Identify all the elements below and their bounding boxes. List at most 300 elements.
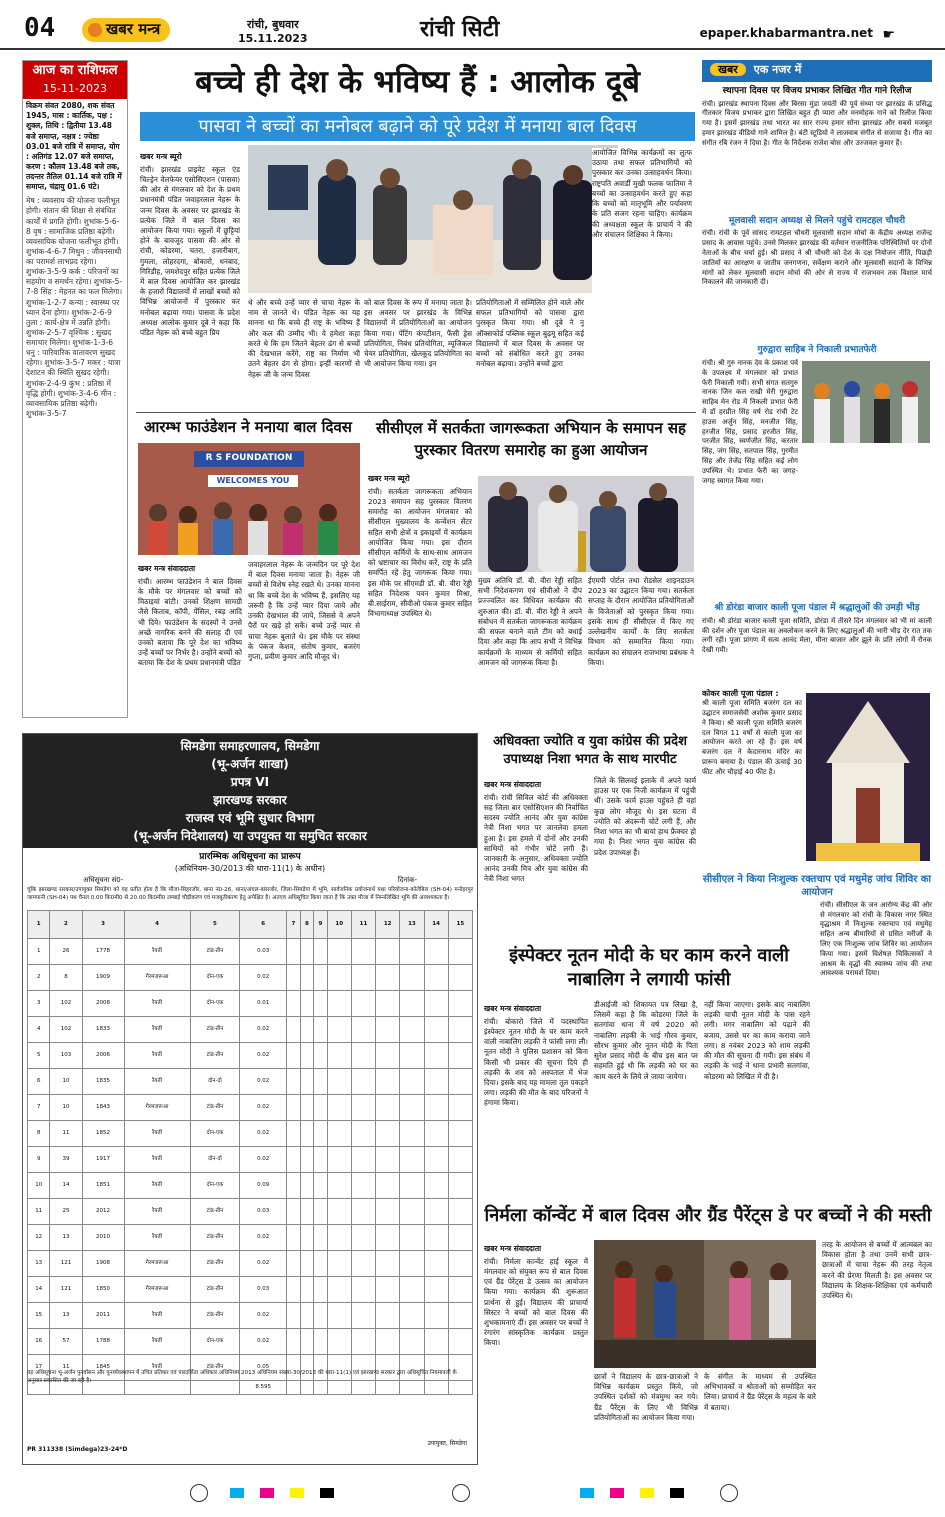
table-cell: दोन-एक	[190, 991, 240, 1017]
magenta-swatch	[260, 1488, 274, 1498]
nirmala-col-4: तरह के आयोजन से बच्चों में आत्मबल का विकास होता है तथा उनमें सभी छात्र-छात्राओं में चाचा नेहरू की तरह नेतृत्व करने की प्रेरणा मिलती है। इस अवसर पर विद्यालय के शिक्षक-शिक्षिका एवं कर्मचारी उपस्थित थे।	[822, 1240, 932, 1301]
table-cell	[400, 1069, 424, 1095]
cyan-swatch	[230, 1488, 244, 1498]
table-cell: 25	[50, 1199, 82, 1225]
notice-line-2: (भू-अर्जन शाखा)	[211, 757, 289, 771]
table-cell	[300, 1147, 314, 1173]
lead-byline: खबर मन्त्र ब्यूरो	[140, 152, 182, 161]
table-cell	[448, 1277, 472, 1303]
table-cell: रैयती	[124, 1355, 190, 1381]
table-cell	[287, 939, 301, 965]
table-cell	[424, 1121, 448, 1147]
table-cell: दोन-एक	[190, 1329, 240, 1355]
table-cell	[300, 1199, 314, 1225]
table-cell: 1852	[82, 1121, 124, 1147]
table-cell: रैयती	[124, 1225, 190, 1251]
table-cell	[351, 939, 375, 965]
brand-logo	[82, 18, 170, 42]
table-cell	[351, 1277, 375, 1303]
youth-col-2: जिले के सिलवई इलाके में अपने फार्म हाउस पर एक निजी कार्यक्रम में पहुंची थीं। उसके फार्म हाउस पहुंचते ही वहां कुछ लोग मौजूद थे। इस घटना में ज्योति को अंदरूनी चोटें लगी हैं, और निशा भगत का भी बायां हाथ फ्रैक्चर हो गया है। निशा भगत युवा कांग्रेस की प्रदेश उपाध्यक्ष हैं।	[594, 776, 696, 857]
notice-line-3: प्रपत्र VI	[230, 775, 270, 789]
table-cell: 2011	[82, 1303, 124, 1329]
table-cell	[287, 1329, 301, 1355]
table-cell: 1917	[82, 1147, 124, 1173]
table-cell	[351, 1017, 375, 1043]
lead-col-5: आयोजित विभिन्न कार्यक्रमों का लुत्फ उठाया तथा सफल प्रतिभागियों को पुरस्कार कर उनका उत्साहवर्धन किया। राष्ट्रपति अवार्डी मुखी फलक फातिमा ने बच्चों का उत्साहवर्धन करते हुए कहा कि बच्चों को मातृभूमि और पर्यावरण के प्रति सजग रहना चाहिए। कार्यक्रम की अध्यक्षता स्कूल के प्राचार्य ने की और संचालन शिक्षिका ने किया।	[592, 148, 692, 406]
table-cell: 13	[50, 1225, 82, 1251]
table-cell: गैरमजरूआ	[124, 1251, 190, 1277]
rashifal-text: मेष : व्यवसाय की योजना फलीभूत होगी। संतान की शिक्षा से संबंधित कार्यों में प्रगति होगी। शुभांक-5-6-8 वृष : सामाजिक प्रतिष्ठा बढ़ेगी। व्यवसायिक योजना फलीभूत होगी। शुभांक-4-6-7 मिथुन : जीवनसाथी का परामर्श लाभप्रद रहेगा। शुभांक-3-5-9 कर्क : परिजनों का सहयोग व समर्थन रहेगा। शुभांक-5-7-8 सिंह : मेहनत का फल मिलेगा। शुभांक-1-2-7 कन्या : स्वास्थ्य पर ध्यान देना होगा। शुभांक-2-6-9 तुला : कार्य-क्षेत्र में उन्नति होगी। शुभांक-2-5-7 वृश्चिक : सुखद समाचार मिलेगा। शुभांक-1-3-6 धनु : पारिवारिक वातावरण सुखद रहेगा। शुभांक-3-5-7 मकर : यात्रा देशाटन की स्थिति सुखद रहेगी। शुभांक-2-4-9 कुंभ : प्रतिष्ठा में वृद्धि होगी। शुभांक-3-4-6 मीन : व्यावसायिक प्रतिष्ठा बढ़ेगी। शुभांक-3-5-7	[26, 196, 123, 418]
table-cell	[300, 1043, 314, 1069]
table-cell	[448, 1121, 472, 1147]
table-cell: 8.595	[240, 1381, 287, 1395]
table-cell: 57	[50, 1329, 82, 1355]
table-cell: रैयती	[124, 1147, 190, 1173]
table-cell	[448, 1199, 472, 1225]
table-cell	[314, 1329, 328, 1355]
table-cell: 0.02	[240, 1043, 287, 1069]
table-cell	[287, 1225, 301, 1251]
table-cell	[327, 1303, 351, 1329]
gurudwara-block	[702, 359, 932, 599]
table-cell: 17	[28, 1355, 50, 1381]
nazar-text-5: श्री काली पूजा समिति बजरंग दल का उद्घाटन समाजसेवी अशोक कुमार प्रसाद ने किया। श्री काली पूजा समिति बजरंग दल विगत 11 वर्षों से काली पूजा का आयोजन करते आ रहे हैं। इस वर्ष बजरंग दल ने केदारनाथ मंदिर का प्रारूप बनाया है। पंडाल की ऊंचाई 30 फीट और चौड़ाई 40 फीट है।	[702, 699, 802, 776]
table-cell: 1778	[82, 939, 124, 965]
nirmala-photo-art	[594, 1240, 816, 1368]
table-cell: 8	[50, 965, 82, 991]
table-cell: टांड-तीन	[190, 1251, 240, 1277]
table-cell: 0.02	[240, 1329, 287, 1355]
table-cell	[400, 991, 424, 1017]
table-cell	[400, 1147, 424, 1173]
table-cell: रैयती	[124, 1199, 190, 1225]
notice-line-6: (भू-अर्जन निदेशालय) या उपयुक्त या समुचित सरकार	[133, 829, 367, 843]
table-cell	[300, 1277, 314, 1303]
table-cell	[448, 965, 472, 991]
government-notice	[22, 733, 478, 1465]
table-cell	[376, 1303, 400, 1329]
table-cell: 2	[28, 965, 50, 991]
table-cell	[300, 1225, 314, 1251]
notice-footer: यह अधिसूचना भू-अर्जन पुनर्वासन और पुनर्व्यवस्थापन में उचित प्रतिकर एवं पारदर्शिता अधिकार अधिनियम 2013 अधिनियम संख्या-30/2013 की धारा-11(1) एवं झारखण्ड सरकार द्वारा अधिसूचित नियमावली के अनुसार प्रकाशित की जा रही है।	[27, 1370, 457, 1384]
table-cell	[351, 1069, 375, 1095]
table-cell	[327, 1173, 351, 1199]
table-cell: टांड-तीन	[190, 1043, 240, 1069]
table-cell	[327, 1095, 351, 1121]
maid-col-2: डीआईजी को शिकायत पत्र लिखा है, जिसमें कहा है कि कोडरमा जिले के सतगांवा थाना में वर्ष 2020 को नाबालिग लड़की के भाई गौरव कुमार, सौरभ कुमार और नूतन मोदी के पिता सुरेश प्रसाद मोदी के बीच इस बात पर सहमति हुई थी कि लड़की को घर का काम करने के लिये ले जाया जायेगा।	[594, 1000, 698, 1081]
table-cell	[314, 1277, 328, 1303]
table-cell	[448, 1069, 472, 1095]
table-cell	[400, 1173, 424, 1199]
table-cell	[327, 1069, 351, 1095]
notice-line-5: राजस्व एवं भूमि सुधार विभाग	[185, 811, 315, 825]
table-cell: 1909	[82, 965, 124, 991]
table-cell: 10	[50, 1095, 82, 1121]
notice-line-1: सिमडेगा समाहरणालय, सिमडेगा	[180, 739, 320, 753]
notice-no-row	[23, 874, 477, 887]
table-cell: 0.02	[240, 1121, 287, 1147]
ccl-col-3: ईएमपी पोर्टल तथा रोडसेल शाइनडाउन 2023 का उद्घाटन किया गया। सतर्कता सप्ताह के दौरान आयोजित प्रतियोगिताओं के विजेताओं को पुरस्कृत किया गया। इसके साथ ही सीसीएल में किए गए उल्लेखनीय कार्यों के लिए सतर्कता विभाग को सम्मानित किया गया। कार्यक्रम का संचालन राजभाषा प्रबंधक ने किया।	[588, 576, 694, 667]
table-cell	[287, 1251, 301, 1277]
notice-date-label: दिनांक-	[397, 876, 417, 885]
table-row	[28, 1225, 473, 1251]
table-cell	[300, 965, 314, 991]
table-cell	[314, 1251, 328, 1277]
table-cell	[351, 1329, 375, 1355]
notice-line-4: झारखण्ड सरकार	[213, 793, 287, 807]
table-cell: 6	[28, 1069, 50, 1095]
table-cell: 1	[28, 939, 50, 965]
table-cell	[400, 1095, 424, 1121]
table-cell	[314, 991, 328, 1017]
nirmala-photo	[594, 1240, 816, 1368]
table-cell: 121	[50, 1251, 82, 1277]
table-cell	[300, 1121, 314, 1147]
table-cell	[424, 1017, 448, 1043]
nazar-text-4: रांची। श्री डोरंडा बाजार काली पूजा समिति, डोरंडा में तीसरे दिन मंगलवार को भी मां काली की दर्शन और पूजा पंडाल का अवलोकन करने के लिए श्रद्धालुओं की भारी भीड़ देर रात तक लगी रही। पूजा प्रांगण में सत्य आनंद मेला, मीना बाजार और झूले के प्रति लोगों में रौनक देखी गयी।	[702, 616, 932, 655]
table-cell: 3	[28, 991, 50, 1017]
table-cell	[376, 1095, 400, 1121]
table-cell	[327, 991, 351, 1017]
table-cell	[300, 1329, 314, 1355]
epaper-url[interactable]: epaper.khabarmantra.net	[699, 26, 873, 40]
notice-sign: उपायुक्त, सिमडेगा	[427, 1440, 467, 1447]
notice-header	[23, 734, 477, 848]
table-cell: 10	[50, 1069, 82, 1095]
table-cell: 0.01	[240, 991, 287, 1017]
notice-form-title: प्रारम्भिक अधिसूचना का प्रारूप	[199, 852, 301, 862]
table-cell	[400, 1017, 424, 1043]
welcome-text: WELCOMES YOU	[208, 475, 298, 487]
table-cell	[314, 1147, 328, 1173]
table-cell	[327, 1199, 351, 1225]
notice-no-label: अधिसूचना सं0-	[83, 876, 124, 885]
table-cell: 12	[28, 1225, 50, 1251]
lead-subhead: पासवा ने बच्चों का मनोबल बढ़ाने को पूरे प्रदेश में मनाया बाल दिवस	[140, 112, 695, 141]
arambh-col-1	[138, 560, 242, 718]
table-cell: दोन-दो	[190, 1147, 240, 1173]
maid-byline: खबर मन्त्र संवाददाता	[484, 1004, 542, 1013]
table-cell	[376, 1121, 400, 1147]
ccl-headline: सीसीएल में सतर्कता जागरूकता अभियान के समापन सह पुरस्कार वितरण समारोह का हुआ आयोजन	[375, 419, 687, 459]
rashifal-title: आज का राशिफल	[23, 61, 127, 82]
table-cell	[424, 1225, 448, 1251]
table-cell	[424, 1147, 448, 1173]
table-cell: 11	[50, 1121, 82, 1147]
table-cell: 121	[50, 1277, 82, 1303]
table-row	[28, 1121, 473, 1147]
table-cell	[300, 991, 314, 1017]
table-cell	[424, 1329, 448, 1355]
table-cell: दोन-एक	[190, 1121, 240, 1147]
table-cell: 16	[28, 1329, 50, 1355]
lead-col-3: को बाल दिवस के रूप में मनाया जाता है। इस अवसर पर झारखंड के विभिन्न विद्यालयों में प्रतियोगिताओं का आयोजन किया गया। पेंटिंग कंपटीशन, फैंसी ड्रेस प्रतियोगिता, निबंध प्रतियोगिता, म्यूजिकल चेयर प्रतियोगिता, खेलकूद प्रतियोगिता का भी आयोजन किया गया। इन	[364, 298, 472, 369]
table-cell: 0.02	[240, 1251, 287, 1277]
table-cell: रैयती	[124, 1173, 190, 1199]
table-cell	[400, 1277, 424, 1303]
arambh-headline: आरम्भ फाउंडेशन ने मनाया बाल दिवस	[144, 418, 352, 436]
issue-date: 15.11.2023	[238, 32, 308, 46]
pointer-hand-icon: ☛	[882, 27, 895, 43]
divider	[136, 412, 696, 413]
lead-col-1	[140, 148, 240, 406]
table-cell	[327, 1225, 351, 1251]
table-row	[28, 939, 473, 965]
khabar-pill: खबर	[710, 63, 746, 76]
rashifal-box	[22, 60, 128, 718]
table-row	[28, 1043, 473, 1069]
nazar-headline-2: मूलवासी सदान अध्यक्ष से मिलने पहुंचे रामटहल चौधरी	[728, 215, 906, 226]
table-cell	[314, 1121, 328, 1147]
table-cell	[448, 1043, 472, 1069]
table-cell	[400, 1199, 424, 1225]
table-cell: 2012	[82, 1199, 124, 1225]
lead-photo-art	[248, 145, 618, 293]
table-cell: 2010	[82, 1225, 124, 1251]
cyan-swatch-2	[580, 1488, 594, 1498]
maid-headline: इंस्पेक्टर नूतन मोदी के घर काम करने वाली नाबालिग ने लगायी फांसी	[509, 945, 789, 991]
table-cell: टांड-तीन	[190, 1017, 240, 1043]
table-cell	[314, 1199, 328, 1225]
table-cell: गैरमजरूआ	[124, 1095, 190, 1121]
table-cell	[376, 1251, 400, 1277]
table-cell	[351, 1225, 375, 1251]
table-cell	[327, 939, 351, 965]
table-cell: टांड-तीन	[190, 1095, 240, 1121]
pandal-art	[806, 693, 930, 861]
table-cell	[327, 1017, 351, 1043]
nirmala-col-1	[484, 1240, 588, 1462]
black-swatch	[320, 1488, 334, 1498]
table-cell	[314, 939, 328, 965]
table-cell	[376, 1043, 400, 1069]
lead-photo	[248, 145, 618, 293]
lead-text-1: रांची। झारखंड प्राइवेट स्कूल एंड चिल्ड्रेन वेलफेयर एसोसिएशन (पासवा) की ओर से मंगलवार को देश के प्रथम प्रधानमंत्री पंडित जवाहरलाल नेहरू के जन्म दिवस के अवसर पर झारखंड के प्रत्येक जिले में बाल दिवस का आयोजन किया गया। स्कूलों में छुट्टियां होने के बावजूद पासवा की ओर से रांची, कोडरमा, चतरा, हजारीबाग, गुमला, लोहरदगा, बोकारो, धनबाद, गिरिडीह, जमशेदपुर सहित प्रत्येक जिले में बाल दिवस आयोजित कर झारखंड के हजारों विद्यालयों में लाखों बच्चों को विभिन्न आयोजनों में पुरस्कार कर मनोबल बढ़ाया गया। पासवा के प्रदेश अध्यक्ष आलोक कुमार दूबे ने कहा कि पंडित नेहरू को बच्चे बहुत प्रिय	[140, 164, 240, 338]
table-cell: 0.09	[240, 1173, 287, 1199]
table-cell	[376, 1173, 400, 1199]
table-cell	[287, 1199, 301, 1225]
table-row	[28, 1303, 473, 1329]
table-cell	[351, 965, 375, 991]
table-cell: 11	[50, 1355, 82, 1381]
table-cell	[424, 1303, 448, 1329]
table-cell	[314, 965, 328, 991]
table-cell	[400, 1225, 424, 1251]
table-cell	[351, 1121, 375, 1147]
table-row	[28, 1095, 473, 1121]
nazar-text-3: रांची। श्री गुरु नानक देव के प्रकाश पर्व के उपलक्ष्य में मंगलवार को प्रभात फेरी निकाली गयी। सभी संगत सतगुरु नानक जिन कल राखी मेरी गुरुद्वारा साहिब मेन रोड में निकली प्रभात फेरी में डॉ हरप्रीत सिंह वर्ष रोड रांची टेट हाउस अर्जुन सिंह, मनजीत सिंह, हरजीत सिंह, प्रसाद हरजीत सिंह, परजीत सिंह, स्वर्णजीत सिंह, करतार सिंह, जंग सिंह, सतपाल सिंह, गुरमीत सिंह और तेजेंद्र सिंह सहित कई लोग उपस्थित थे। प्रभात फेरी का जगह-जगह स्वागत किया गया।	[702, 359, 798, 485]
table-cell: 1851	[82, 1173, 124, 1199]
center-registration-icon	[452, 1484, 470, 1502]
registration-mark-icon	[190, 1484, 208, 1502]
table-cell: 0.03	[240, 1199, 287, 1225]
table-cell	[424, 991, 448, 1017]
table-row	[28, 1199, 473, 1225]
table-cell: टांड-तीन	[190, 1303, 240, 1329]
table-cell	[400, 1043, 424, 1069]
table-cell	[424, 1069, 448, 1095]
table-cell	[376, 1199, 400, 1225]
table-cell	[351, 1251, 375, 1277]
table-cell: 1788	[82, 1329, 124, 1355]
black-swatch-2	[670, 1488, 684, 1498]
table-cell: रैयती	[124, 1121, 190, 1147]
table-row	[28, 991, 473, 1017]
table-cell: 0.05	[240, 1355, 287, 1381]
table-row	[28, 1277, 473, 1303]
table-cell: 1845	[82, 1355, 124, 1381]
table-cell: 5	[28, 1043, 50, 1069]
youth-col-1	[484, 776, 588, 930]
table-cell: रैयती	[124, 1069, 190, 1095]
table-cell	[300, 939, 314, 965]
table-cell: 11	[28, 1199, 50, 1225]
table-cell	[376, 1069, 400, 1095]
table-cell: 0.02	[240, 1303, 287, 1329]
table-cell	[424, 965, 448, 991]
table-cell	[327, 1147, 351, 1173]
table-cell	[287, 1069, 301, 1095]
table-cell	[448, 1147, 472, 1173]
table-cell: 1833	[82, 1017, 124, 1043]
table-cell	[287, 1017, 301, 1043]
table-cell: 14	[28, 1277, 50, 1303]
arambh-text-1: रांची। आरम्भ फाउंडेशन ने बाल दिवस के मौके पर मंगलवार को बच्चों को मिठाइयां बांटी। उनको शिक्षण सामग्री जैसे किताब, कॉपी, पेंसिल, रबड़ आदि भी दिये। फाउंडेशन के सदस्यों ने उनसे अच्छे नागरिक बनने की सलाह दी एवं उनको बताया कि पूरे देश का भविष्य उन्हें बच्चों पर निर्भर है। उन्होंने बच्चों को बताया कि देश के प्रथम प्रधानमंत्री पंडित	[138, 576, 242, 668]
table-cell: दोन-दो	[190, 1069, 240, 1095]
table-cell	[300, 1303, 314, 1329]
table-cell: 102	[50, 1017, 82, 1043]
table-cell	[351, 1303, 375, 1329]
nazar-headline-5: कोकर काली पूजा पंडाल :	[702, 688, 779, 698]
table-cell: 0.02	[240, 965, 287, 991]
table-cell	[314, 1069, 328, 1095]
table-cell	[424, 1251, 448, 1277]
table-cell: 4	[28, 1017, 50, 1043]
youth-text-1: रांची। रांची सिविल कोर्ट की अधिवक्ता सह जिला बार एसोसिएशन की निर्वाचित सदस्य ज्योति आनंद और युवा कांग्रेस नेत्री निशा भगत पर जानलेवा हमला हुआ है। इस हमले में दोनों और उनकी साथियों को गंभीर चोटें लगी हैं। जानकारी के अनुसार, अधिवक्ता ज्योति आनंद उनकी मित्र और युवा कांग्रेस की नेत्री निशा भगत	[484, 792, 588, 884]
rashifal-date: 15-11-2023	[23, 82, 127, 99]
table-cell	[448, 1251, 472, 1277]
table-cell	[351, 1173, 375, 1199]
maid-col-3: नहीं किया जाएगा। इसके बाद नाबालिग लड़की चाची नूतन मोदी के पास रहने लगी। मगर नाबालिग को पढ़ाने की बजाय, उससे घर का काम कराया जाने लगा। 8 नवंबर 2023 को शाम लड़की की मौत की सूचना दी गयी। इस संबंध में लड़की के भाई ने थाना प्रभारी सतगांवा, कोडरमा को लिखित में दी है।	[704, 1000, 810, 1081]
table-cell: 2008	[82, 991, 124, 1017]
table-row	[28, 1069, 473, 1095]
table-cell: टांड-तीन	[190, 1225, 240, 1251]
table-cell	[300, 1251, 314, 1277]
lead-col-4: प्रतियोगिताओं में सम्मिलित होने वाले और सफल प्रतिभागियों को पासवा द्वारा पुरस्कृत किया गया। श्री दूबे ने नू ऑक्सफोर्ड पब्लिक स्कूल बुढ़मू सहित कई विद्यालयों में बाल दिवस के अवसर पर बच्चों को संबोधित करते हुए उनका मनोबल बढ़ाया। उन्होंने बच्चों द्वारा	[476, 298, 584, 369]
table-cell: रैयती	[124, 1329, 190, 1355]
table-cell: टांड-तीन	[190, 1199, 240, 1225]
table-cell: 13	[28, 1251, 50, 1277]
kokar-text	[702, 689, 802, 869]
nazar-text-1: रांची। झारखंड स्थापना दिवस और बिरसा मुंडा जयंती की पूर्व संध्या पर झारखंड के प्रसिद्ध गीतकार विजय प्रभाकर द्वारा लिखित बहुत ही प्यारा और मनमोहक गाने को रिलीज किया गया है। इसमें झारखंड तथा भारत का सार राज्य हमार सोना झारखंड और सबसे मजबूत हमार झारखंड वीडियो गाने शामिल है। बंटी स्टूडियो ने लाजवाब संगीत से सजाया है। गीत का संगीत रबि रंजन ने दिया है। गीत के निर्देशक राजेश बोस और उज्जवल कुमार हैं।	[702, 99, 932, 147]
table-cell	[351, 1095, 375, 1121]
table-cell	[448, 991, 472, 1017]
table-cell	[287, 1095, 301, 1121]
registration-mark-icon-2	[720, 1484, 738, 1502]
table-cell	[424, 1277, 448, 1303]
table-cell	[400, 1251, 424, 1277]
lead-headline: बच्चे ही देश के भविष्य हैं : आलोक दूबे	[195, 64, 640, 100]
table-cell	[314, 1303, 328, 1329]
yellow-swatch	[290, 1488, 304, 1498]
ccl-byline: खबर मन्त्र ब्यूरो	[368, 474, 410, 483]
table-cell	[327, 965, 351, 991]
arambh-photo	[138, 443, 360, 555]
table-cell	[448, 1303, 472, 1329]
table-cell: 1843	[82, 1095, 124, 1121]
city-day: रांची, बुधवार	[246, 18, 299, 31]
table-cell: रैयती	[124, 1017, 190, 1043]
table-cell	[287, 1303, 301, 1329]
table-cell	[287, 1121, 301, 1147]
table-cell	[314, 1225, 328, 1251]
table-cell	[376, 991, 400, 1017]
nazar-headline-3: गुरुद्वारा साहिब ने निकाली प्रभातफेरी	[757, 345, 877, 356]
banner-text: R S FOUNDATION	[194, 451, 304, 467]
nazar-headline-1: स्थापना दिवस पर विजय प्रभाकर लिखित गीत गाने रिलीज	[722, 86, 912, 96]
table-cell	[424, 1173, 448, 1199]
arambh-col-2: जवाहरलाल नेहरू के जन्मदिन पर पूरे देश में बाल दिवस मनाया जाता है। नेहरू जी बच्चों से विशेष स्नेह रखते थे। उनका मानना था कि बच्चे देश के भविष्य हैं, इसलिए यह जरूरी है कि उन्हें प्यार दिया जाये और उनकी देखभाल की जाये, जिससे वे अपने पैरों पर खड़े हो सकें। बच्चे उन्हें प्यार से चाचा नेहरू बुलाते थे। इस मौके पर संस्था के पंकज केशव, संतोष कुमार, बजरंग गुप्ता, प्रवीण कुमार आदि मौजूद थे।	[248, 560, 360, 661]
table-cell	[314, 1017, 328, 1043]
table-cell	[424, 1095, 448, 1121]
table-cell	[448, 1095, 472, 1121]
land-schedule-table	[27, 910, 473, 1395]
table-cell: 15	[28, 1303, 50, 1329]
table-row	[28, 1251, 473, 1277]
table-cell	[327, 1043, 351, 1069]
gurudwara-photo	[802, 361, 930, 443]
table-cell: 0.03	[240, 1277, 287, 1303]
table-cell: 1835	[82, 1069, 124, 1095]
magenta-swatch-2	[610, 1488, 624, 1498]
notice-ref: PR 311338 (Simdega)23-24*D	[27, 1446, 128, 1453]
table-cell	[376, 965, 400, 991]
table-cell: टांड-तीन	[190, 1277, 240, 1303]
table-cell	[424, 1199, 448, 1225]
table-row	[28, 1329, 473, 1355]
table-cell	[376, 1147, 400, 1173]
table-cell	[351, 991, 375, 1017]
table-cell	[327, 1329, 351, 1355]
table-cell: रैयती	[124, 1043, 190, 1069]
table-cell	[448, 1017, 472, 1043]
nirmala-text-1: रांची। निर्मला कान्वेंट हाई स्कूल में मंगलवार को संयुक्त रूप से बाल दिवस एवं ग्रैंड पेरेंट्स डे उत्सव का आयोजन किया गया। कार्यक्रम की शुरूआत प्रार्थना से हुई। विद्यालय की प्राचार्या सिस्टर ने बच्चों को बाल दिवस की शुभकामनाएं दीं। इस अवसर पर बच्चों ने रंगारंग सांस्कृतिक कार्यक्रम प्रस्तुत किया।	[484, 1256, 588, 1348]
nazar-headline-4: श्री डोरंडा बाजार काली पूजा पंडाल में श्रद्धालुओं की उमड़ी भीड़	[714, 603, 920, 614]
table-cell: 7	[28, 1095, 50, 1121]
table-row	[28, 1173, 473, 1199]
table-cell	[287, 991, 301, 1017]
table-cell	[300, 1069, 314, 1095]
table-cell: 14	[50, 1173, 82, 1199]
table-cell	[376, 939, 400, 965]
table-header-row: 1 2 3 4 5 6 7 8 9 10 11 12 13 14 15	[28, 911, 473, 939]
nirmala-col-3: के संगीत के माध्यम से उपस्थित अभिभावकों व श्रोताओं को सम्मोहित कर लिया। प्राचार्य ने ग्रैंड पेरेंट्स के महत्व के बारे में बताया।	[704, 1372, 816, 1412]
table-cell: रैयती	[124, 991, 190, 1017]
table-row	[28, 1147, 473, 1173]
table-cell	[300, 1095, 314, 1121]
table-cell: 0.02	[240, 1095, 287, 1121]
maid-text-1: रांची। बोकारो जिले में पदस्थापित इंस्पेक्टर नूतन मोदी के घर काम करने वाली नाबालिग लड़की ने फांसी लगा ली। नूतन मोदी ने पुलिस प्रशासन को बिना किसी भी प्रकार की सूचना दिये ही लड़की के शव को अस्पताल में भेज दिया। इसके बाद यह मामला तूल पकड़ने लगा। लड़की की मौत के बाद परिजनों ने हंगामा किया।	[484, 1016, 588, 1108]
table-cell: गैरमजरूआ	[124, 965, 190, 991]
arambh-photo-people	[138, 443, 360, 555]
ccl-photo-art	[478, 476, 694, 572]
table-cell	[400, 965, 424, 991]
table-cell: 8	[28, 1121, 50, 1147]
table-cell	[376, 1225, 400, 1251]
table-cell	[287, 1147, 301, 1173]
table-cell	[327, 1251, 351, 1277]
table-cell	[351, 1199, 375, 1225]
